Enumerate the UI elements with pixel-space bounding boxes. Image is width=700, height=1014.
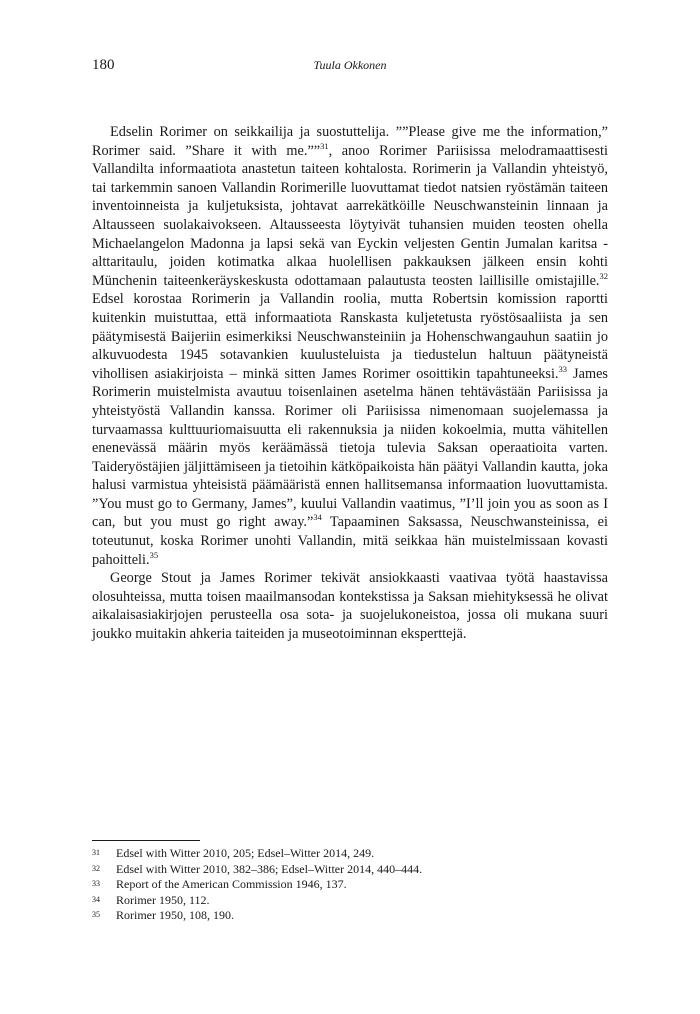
- footnote: [92, 862, 608, 878]
- footnote: [92, 877, 608, 893]
- footnote-text: Report of the American Commission 1946, 137.: [116, 877, 347, 892]
- footnote-ref[interactable]: 34: [313, 512, 322, 523]
- footnote-number: 33: [92, 879, 100, 889]
- footnote-number: 31: [92, 848, 100, 857]
- text-run: Tapaaminen Saksassa, Neuschwansteinissa, ei toteutunut, koska Rorimer unohti Vallandin, mitä seikkaa hän muistelmissaan kovasti pahoitteli.: [92, 514, 608, 568]
- footnote-text: Rorimer 1950, 112.: [116, 892, 210, 907]
- footnote-rule: [92, 840, 200, 841]
- paragraph: [92, 123, 608, 569]
- footnote-ref[interactable]: 32: [599, 270, 608, 281]
- footnote-text: Edsel with Witter 2010, 205; Edsel–Witter 2014, 249.: [116, 846, 375, 860]
- paragraph: [92, 569, 608, 643]
- footnotes: [92, 846, 608, 924]
- footnote-text: Rorimer 1950, 108, 190.: [116, 908, 234, 923]
- footnote: [92, 846, 608, 862]
- text-run: Edsel korostaa Rorimerin ja Vallandin roolia, mutta Robertsin komission raportti kuitenkin muistuttaa, että informaatiota Ranskasta kuljetetusta ryöstösaaliista ja sen päätymisestä Baijeriin esimerkiksi Neuschwansteiniin ja Hohenschwangauhun saatiin jo alkuvuodesta 1945 sotavankien kuulusteluista ja tiedustelun haltuun päätyneistä vihollisen asiakirjoista – minkä sitten James Rorimer osoittikin tapahtuneeksi.: [92, 291, 608, 382]
- footnote-ref[interactable]: 35: [149, 549, 159, 560]
- footnote-number: 35: [92, 910, 100, 920]
- footnote-ref[interactable]: 33: [558, 363, 567, 374]
- footnote-text: Edsel with Witter 2010, 382–386; Edsel–Witter 2014, 440–444.: [116, 861, 423, 876]
- footnote: [92, 893, 608, 909]
- running-title: Tuula Okkonen: [313, 58, 387, 72]
- running-head: [92, 57, 608, 77]
- text-run: , anoo Rorimer Pariisissa melodramaattisesti Vallandilta informaatiota anastetun taiteen kohtalosta. Rorimerin ja Vallandin yhteistyö, tai tarkemmin sanoen Vallandin Rorimerille luovuttamat tiedot natsien ryöstämän taiteen inventoinneista ja kuljetuksista, johtavat aarrekätköille Neuschwansteinin linnaan ja Altausseen suolakaivokseen. Altausseesta löytyivät tuhansien muiden teosten ohella Michaelangelon Madonna ja lapsi sekä van Eyckin veljesten Gentin Jumalan karitsa -alttaritaulu, joiden kotimatka alkaa huolellisen pakkauksen jälkeen ensin kohti Münchenin taiteenkeräyskeskusta odottamaan palautusta teosten laillisille omistajille.: [92, 142, 608, 289]
- footnote: [92, 908, 608, 924]
- body-text: [92, 123, 608, 644]
- text-run: Edselin Rorimer on seikkailija ja suostuttelija. ””Please give me the information,” Rorimer said. ”Share it with me.””: [92, 124, 608, 159]
- footnote-ref[interactable]: 31: [320, 140, 329, 151]
- footnote-number: 32: [92, 863, 100, 873]
- text-run: George Stout ja James Rorimer tekivät ansiokkaasti vaativaa työtä haastavissa olosuhteissa, mutta toisen maailmansodan kontekstissa ja Saksan miehityksessä he olivat aikalaisasiakirjojen perusteella osa sota- ja suojelukoneistoa, jossa oli mukana suuri joukko muitakin ahkeria taiteiden ja museotoiminnan eksperttejä.: [92, 570, 608, 643]
- footnote-number: 34: [92, 894, 100, 904]
- page-number: 180: [92, 57, 115, 73]
- text-run: James Rorimerin muistelmista avautuu toisenlainen asetelma hänen tehtävästään Pariisissa ja yhteistyöstä Vallandin kanssa. Rorimer oli Pariisissa nimenomaan suojelemassa ja turvaamassa kulttuuriomaisuutta eli rakennuksia ja niiden kokoelmia, mutta vähitellen enenevässä määrin myös keräämässä tietoja tulevia Saksan operaatioita varten. Taideryöstäjien jäljittämiseen ja tietoihin kätköpaikoista hän päätyi Vallandin kautta, joka halusi varmistua yhteisistä päämääristä ennen hallitsemansa informaation luovuttamista. ”You must go to Germany, James”, kuului Vallandin vaatimus, ”I’ll join you as soon as I can, but you must go right away.”: [92, 365, 608, 531]
